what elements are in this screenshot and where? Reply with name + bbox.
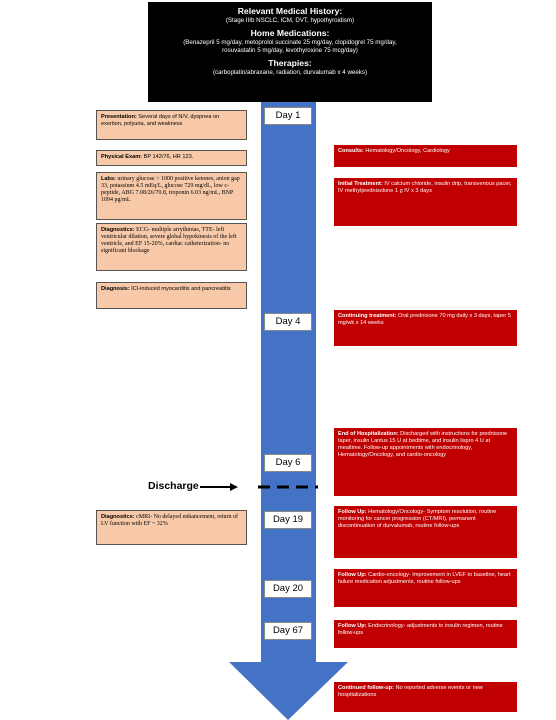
follow-up-hemonc-box: Follow Up: Hematology/Oncology- Symptom resolution, routine monitoring for cancer progression (CT/MRI), permanent discontinuation of durvalumab, routine follow-ups <box>334 506 517 558</box>
day-marker-67: Day 67 <box>264 622 312 640</box>
day-marker-6: Day 6 <box>264 454 312 472</box>
cmri-diagnostics-box: Diagnostics: cMRI- No delayed enhancement, return of LV function with EF ~ 32% <box>96 510 247 545</box>
initial-treatment-box: Initial Treatment: IV calcium chloride, insulin drip, transvenous pacer, IV methylprednisolone 1 g IV x 3 days <box>334 178 517 226</box>
therapies-text: (carboplatin/abraxane, radiation, durvalumab x 4 weeks) <box>212 69 368 76</box>
diagnosis-box: Diagnosis: ICI-induced myocarditis and pancreatitis <box>96 282 247 309</box>
presentation-box: Presentation: Several days of N/V, dyspnea on exertion, polyuria, and weakness <box>96 110 247 140</box>
day-marker-20: Day 20 <box>264 580 312 598</box>
history-text: (Stage IIIb NSCLC, ICM, DVT, hypothyroidism) <box>225 17 355 24</box>
day-marker-1: Day 1 <box>264 107 312 125</box>
end-of-hospitalization-box: End of Hospitalization: Discharged with instructions for prednisone taper, insulin Lantus 15 U at bedtime, and insulin lispro 4 U at mealtime. Follow-up appointments with endocrinology, Hematology/Oncology, and cardio-oncology <box>334 428 517 496</box>
medications-text: (Benazepril 5 mg/day, metoprolol succinate 25 mg/day, clopidogrel 75 mg/day, rosuvastatin 5 mg/day, levothyroxine 75 mcg/day) <box>183 39 397 54</box>
diagnostics-box: Diagnostics: ECG- multiple arrythmias, TTE- left ventricular dilation, severe global hypokinesis of the left ventricle, and EF 15-20%, cardiac catheterization- no significant blockage <box>96 223 247 271</box>
therapies-title: Therapies: <box>268 58 312 68</box>
follow-up-cardio-box: Follow Up: Cardio-oncology- Improvement in LVEF to baseline, heart failure medication adjustments, routine follow-ups <box>334 569 517 607</box>
discharge-label: Discharge <box>148 480 199 492</box>
day-marker-4: Day 4 <box>264 313 312 331</box>
labs-box: Labs: urinary glucose > 1000 positive ketones, anion gap 33, potassium 4.5 mEq/L, glucose 729 mg/dL, low c-peptide, ABG 7.08/26/70.8, troponin 6.03 ng/mL, BNP 1094 pg/mL <box>96 172 247 220</box>
history-title: Relevant Medical History: <box>237 6 343 16</box>
discharge-pointer-head <box>230 483 238 491</box>
day-marker-19: Day 19 <box>264 511 312 529</box>
continuing-treatment-box: Continuing treatment: Oral prednisone 70 mg daily x 3 days, taper 5 mg/wk x 14 weeks <box>334 310 517 346</box>
medical-history-header <box>148 2 432 102</box>
follow-up-endo-box: Follow Up: Endocrinology- adjustments to insulin regimen, routine follow-ups <box>334 620 517 648</box>
medications-title: Home Medications: <box>250 28 330 38</box>
physical-exam-box: Physical Exam: BP 142/76, HR 123. <box>96 150 247 166</box>
continued-follow-up-box: Continued follow-up: No reported adverse events or new hospitalizations <box>334 682 517 712</box>
consults-box: Consults: Hematology/Oncology, Cardiology <box>334 145 517 167</box>
